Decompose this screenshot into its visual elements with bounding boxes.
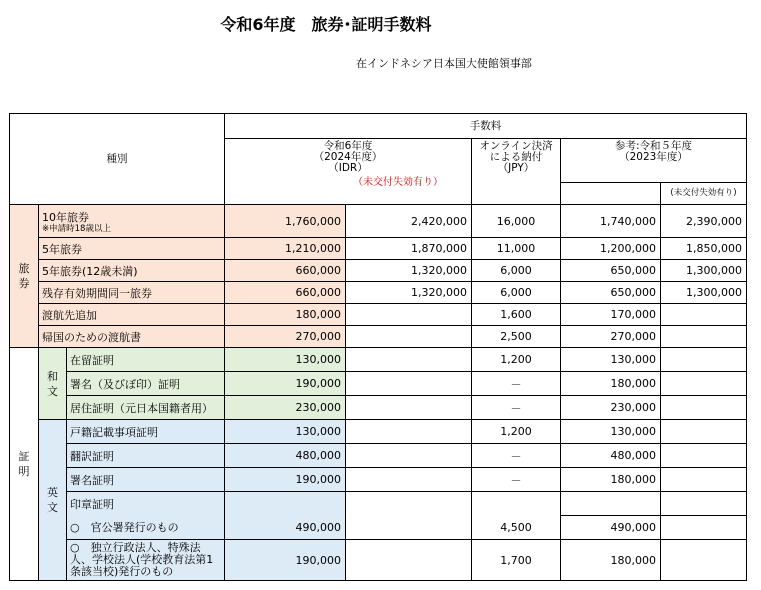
fee-item-label — [39, 260, 225, 282]
fee-r6: 1,210,000 — [225, 238, 346, 260]
fee-r6-unissued — [346, 304, 472, 326]
fee-r6: 660,000 — [225, 282, 346, 304]
header-ref-unissued: (未交付失効有り) — [661, 183, 747, 205]
table-row — [10, 238, 747, 260]
fee-item-label — [39, 282, 225, 304]
header-online-line3: （JPY） — [497, 162, 535, 174]
fee-r6-unissued — [346, 420, 472, 444]
table-row — [10, 516, 747, 540]
fee-item-label: 居住証明（元日本国籍者用） — [67, 396, 225, 420]
fee-r6: 130,000 — [225, 420, 346, 444]
category-passport: 旅 券 — [10, 205, 39, 348]
fee-online: － — [472, 468, 561, 492]
header-ref-line1: 参考:令和５年度 — [614, 140, 693, 152]
fee-item-name: 残存有効期間同一旅券 — [42, 286, 152, 300]
fee-r5-unissued — [661, 372, 747, 396]
fee-r5: 180,000 — [561, 468, 661, 492]
fee-r6-unissued — [346, 516, 472, 540]
header-online-line1: オンライン決済 — [479, 140, 553, 152]
fee-table — [9, 113, 747, 581]
table-row — [10, 444, 747, 468]
header-type: 種別 — [10, 114, 225, 205]
category-japanese: 和 文 — [39, 348, 67, 420]
fee-r6-unissued — [346, 540, 472, 581]
fee-r6-unissued — [346, 348, 472, 372]
fee-r5: 130,000 — [561, 420, 661, 444]
fee-r5: 650,000 — [561, 282, 661, 304]
table-row — [10, 326, 747, 348]
table-row — [10, 540, 747, 581]
table-row — [10, 420, 747, 444]
fee-item-label — [39, 304, 225, 326]
category-certificate: 証 明 — [10, 348, 39, 581]
table-row — [10, 260, 747, 282]
fee-r5-unissued — [661, 396, 747, 420]
header-online — [472, 139, 561, 205]
fee-online — [472, 492, 561, 516]
fee-r5: 230,000 — [561, 396, 661, 420]
fee-r6: 190,000 — [225, 372, 346, 396]
category-english: 英 文 — [39, 420, 67, 581]
fee-item-label: ○ 官公署発行のもの — [67, 516, 225, 540]
fee-r6: 270,000 — [225, 326, 346, 348]
fee-online: － — [472, 444, 561, 468]
header-r6-line3: （IDR） — [328, 162, 368, 174]
fee-r5-unissued — [661, 304, 747, 326]
fee-online: 2,500 — [472, 326, 561, 348]
fee-r6-unissued: 2,420,000 — [346, 205, 472, 238]
header-r6 — [225, 139, 472, 205]
fee-r6: 1,760,000 — [225, 205, 346, 238]
fee-item-name: 渡航先追加 — [42, 308, 97, 322]
fee-r6: 480,000 — [225, 444, 346, 468]
fee-r5-unissued: 2,390,000 — [661, 205, 747, 238]
fee-online: 16,000 — [472, 205, 561, 238]
fee-online: 1,200 — [472, 420, 561, 444]
header-ref-line2: （2023年度） — [619, 151, 688, 163]
fee-online: － — [472, 396, 561, 420]
fee-r6: 490,000 — [225, 516, 346, 540]
fee-r5 — [561, 492, 661, 516]
fee-r6-unissued: 1,870,000 — [346, 238, 472, 260]
table-row — [10, 396, 747, 420]
fee-r5: 1,200,000 — [561, 238, 661, 260]
table-row — [10, 492, 747, 516]
fee-r5: 170,000 — [561, 304, 661, 326]
fee-r6-unissued — [346, 492, 472, 516]
fee-r5-unissued — [661, 468, 747, 492]
fee-r5-unissued: 1,850,000 — [661, 238, 747, 260]
fee-r5: 270,000 — [561, 326, 661, 348]
fee-online: － — [472, 372, 561, 396]
fee-r6: 660,000 — [225, 260, 346, 282]
fee-online: 1,700 — [472, 540, 561, 581]
fee-r6: 130,000 — [225, 348, 346, 372]
fee-item-name: 10年旅券 — [42, 210, 89, 224]
fee-r5-unissued — [661, 326, 747, 348]
fee-r6-unissued — [346, 444, 472, 468]
fee-online: 6,000 — [472, 282, 561, 304]
fee-r5-unissued — [661, 420, 747, 444]
fee-r6-unissued — [346, 372, 472, 396]
fee-r6: 180,000 — [225, 304, 346, 326]
fee-online: 1,600 — [472, 304, 561, 326]
header-fee: 手数料 — [225, 114, 747, 139]
fee-r6-unissued — [346, 396, 472, 420]
fee-item-label: 翻訳証明 — [67, 444, 225, 468]
fee-r6-unissued: 1,320,000 — [346, 282, 472, 304]
fee-online: 6,000 — [472, 260, 561, 282]
header-r6-line1: 令和6年度 — [323, 140, 373, 152]
fee-r5-unissued — [661, 492, 747, 516]
fee-item-name: 5年旅券(12歳未満) — [42, 264, 138, 278]
fee-r5: 180,000 — [561, 372, 661, 396]
fee-r5-unissued: 1,300,000 — [661, 282, 747, 304]
fee-item-label — [39, 238, 225, 260]
table-row — [10, 304, 747, 326]
issuer-name: 在インドネシア日本国大使館領事部 — [356, 57, 532, 70]
fee-r5-unissued — [661, 444, 747, 468]
fee-r5: 180,000 — [561, 540, 661, 581]
fee-r6: 230,000 — [225, 396, 346, 420]
table-row — [10, 205, 747, 238]
fee-item-note: ※申請時18歳以上 — [42, 223, 111, 234]
header-online-line2: による納付 — [489, 151, 543, 163]
fee-item-label: ○ 独立行政法人、特殊法人、学校法人(学校教育法第1条該当校)発行のもの — [67, 540, 225, 581]
fee-item-label: 在留証明 — [67, 348, 225, 372]
fee-online: 4,500 — [472, 516, 561, 540]
fee-r6: 190,000 — [225, 540, 346, 581]
header-r6-unissued: （未交付失効有り） — [353, 177, 443, 188]
fee-r5-unissued — [661, 516, 747, 540]
table-row — [10, 468, 747, 492]
fee-r5-unissued — [661, 348, 747, 372]
fee-r5: 130,000 — [561, 348, 661, 372]
fee-r6: 190,000 — [225, 468, 346, 492]
fee-r5: 1,740,000 — [561, 205, 661, 238]
fee-item-label: 戸籍記載事項証明 — [67, 420, 225, 444]
fee-r5-unissued — [661, 540, 747, 581]
fee-item-name: 帰国のための渡航書 — [42, 330, 141, 344]
fee-item-name: 5年旅券 — [42, 242, 82, 256]
fee-r5: 650,000 — [561, 260, 661, 282]
header-ref — [561, 139, 747, 183]
header-r6-line2: （2024年度） — [313, 151, 383, 163]
fee-online: 1,200 — [472, 348, 561, 372]
fee-r5: 480,000 — [561, 444, 661, 468]
table-row — [10, 282, 747, 304]
page-title: 令和6年度 旅券･証明手数料 — [220, 15, 432, 34]
fee-item-label: 印章証明 — [67, 492, 225, 516]
fee-r5: 490,000 — [561, 516, 661, 540]
fee-r6-unissued — [346, 468, 472, 492]
table-row — [10, 372, 747, 396]
fee-r6 — [225, 492, 346, 516]
fee-online: 11,000 — [472, 238, 561, 260]
fee-item-label — [39, 326, 225, 348]
fee-r6-unissued — [346, 326, 472, 348]
fee-item-label — [39, 205, 225, 238]
fee-r5-unissued: 1,300,000 — [661, 260, 747, 282]
fee-item-label: 署名（及びぼ印）証明 — [67, 372, 225, 396]
fee-r6-unissued: 1,320,000 — [346, 260, 472, 282]
fee-item-label: 署名証明 — [67, 468, 225, 492]
table-row — [10, 348, 747, 372]
